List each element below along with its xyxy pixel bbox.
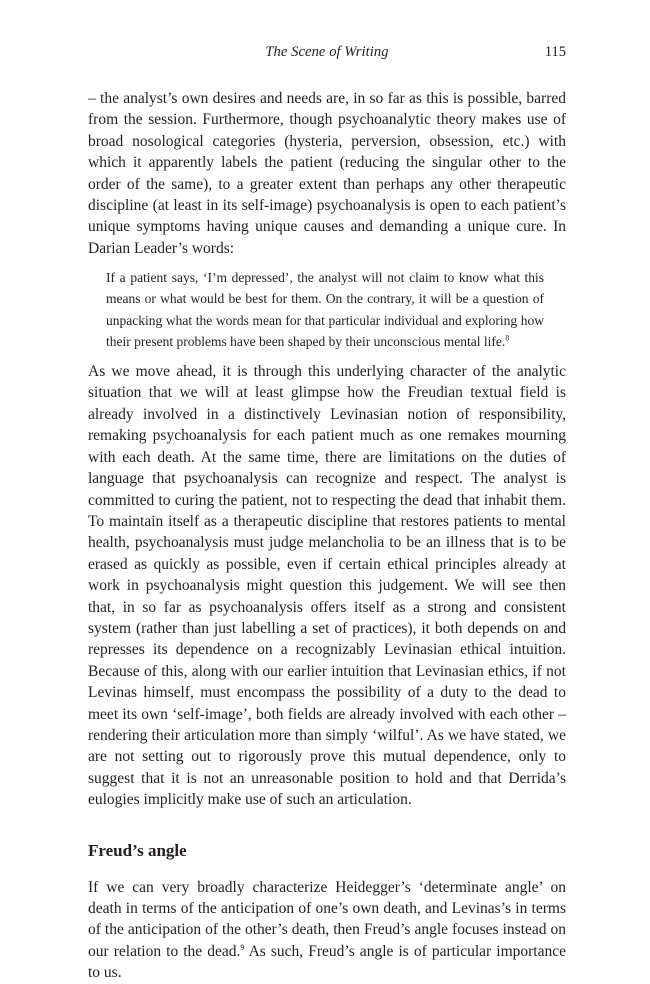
block-quote — [106, 267, 544, 352]
running-head — [88, 44, 566, 64]
footnote-marker: 9 — [240, 942, 245, 952]
paragraph: As we move ahead, it is through this underlying character of the analytic situation that we will at least glimpse how the Freudian textual field is already involved in a distinctively Levinasian notion of responsibility, remaking psychoanalysis for each patient much as one remakes mourning with each death. At the same time, there are limitations on the duties of language that psychoanalysis can recognize and respect. The analyst is committed to curing the patient, not to respecting the dead that inhabit them. To maintain itself as a therapeutic discipline that restores patients to mental health, psychoanalysis must judge melancholia to be an illness that is to be erased as quickly as possible, even if certain ethical principles already at work in psychoanalysis might question this judgement. We will see then that, in so far as psychoanalysis offers itself as a strong and consistent system (rather than just labelling a set of practices), it both depends on and represses its dependence on a recognizably Levinasian ethical intuition. Because of this, along with our earlier intuition that Levinasian ethics, if not Levinas himself, must encompass the possibility of a duty to the dead to meet its own ‘self-image’, both fields are already involved with each other – rendering their articulation more than simply ‘wilful’. As we have stated, we are not setting out to rigorously prove this mutual dependence, only to suggest that it is not an unreasonable position to hold and that Derrida’s eulogies implicitly make use of such an articulation. — [88, 363, 566, 809]
main-text — [88, 88, 566, 984]
paragraph: – the analyst’s own desires and needs are, in so far as this is possible, barred from the session. Furthermore, though psychoanalytic theory makes use of broad nosological categories (hysteria, perversion, obsession, etc.) with which it apparently labels the patient (reducing the singular other to the order of the same), to a greater extent than perhaps any other therapeutic discipline (at least in its self-image) psychoanalysis is open to each patient’s unique symptoms having unique causes and demanding a unique cure. In Darian Leader’s words: — [88, 90, 566, 257]
running-title: The Scene of Writing — [265, 44, 389, 60]
page-number: 115 — [544, 44, 566, 60]
section-heading: Freud’s angle — [88, 840, 187, 860]
paragraph-text: If we can very broadly characterize Heidegger’s ‘determinate angle’ on death in terms of the anticipation of one’s own death, and Levinas’s in terms of the anticipation of the other’s death, then Freud’s angle focuses instead on our relation to the dead. — [88, 878, 566, 960]
paragraph — [88, 877, 566, 984]
footnote-marker: 8 — [505, 333, 510, 343]
paragraph-text: As such, Freud’s angle is of particular importance to us. — [88, 942, 566, 982]
block-quote-text: If a patient says, ‘I’m depressed’, the analyst will not claim to know what this means or what would be best for them. On the contrary, it will be a question of unpacking what the words mean for that particular individual and exploring how their present problems have been shaped by their unconscious mental life. — [106, 270, 544, 349]
